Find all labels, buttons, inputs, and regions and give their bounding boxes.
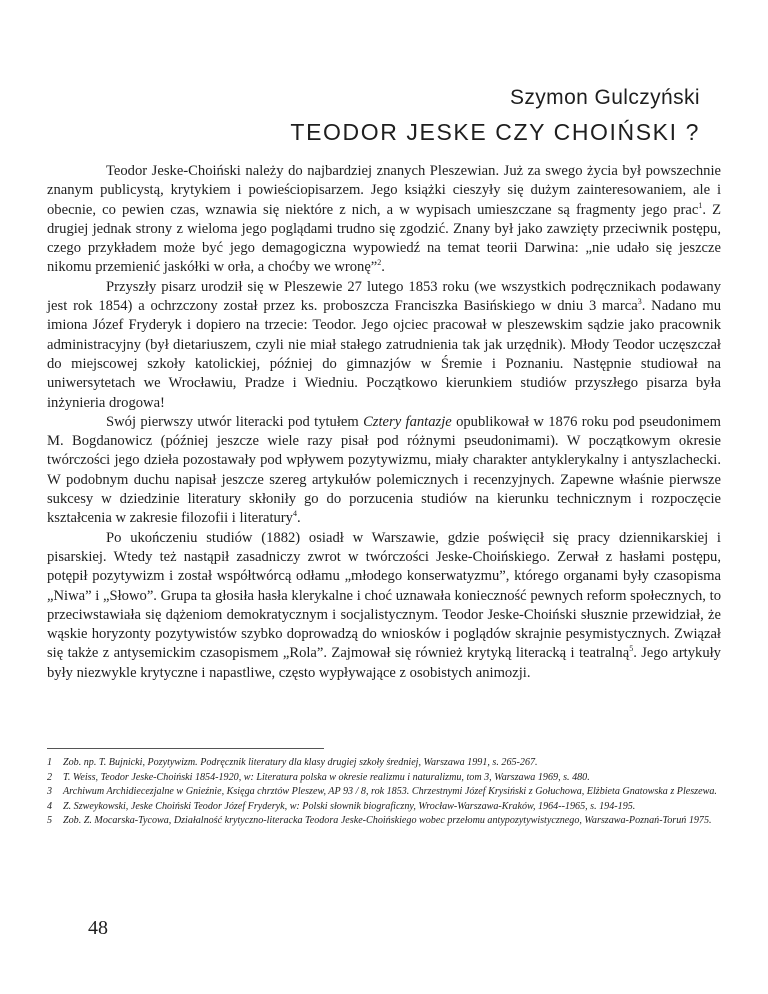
paragraph-text: . Z drugiej jednak strony z wieloma jego poglądami trudno się zgodzić. Znany był jako zawzięty przeciwnik postępu, czego przykładem może być jego demagogiczna wypowiedź na temat teorii Darwina: „nie udało się jeszcze nikomu przemienić jaskółki w orła, a choćby we wronę” (47, 201, 721, 276)
footnote-number: 4 (47, 800, 53, 812)
footnote-ref: 4 (292, 509, 297, 519)
footnote-ref: 5 (629, 644, 634, 654)
article-title: TEODOR JESKE CZY CHOIŃSKI ? (290, 119, 700, 145)
paragraph-text: opublikował w 1876 roku pod pseudonimem M. Bogdanowicz (później jeszcze wiele razy pisał pod różnymi pseudonimami). W początkowym okresie twórczości jego dzieła pozostawały pod wpływem pozytywizmu, miały charakter antyklerykalny i antyszlachecki. W podobnym duchu napisał jeszcze szereg artykułów polemicznych i recenzyjnych. Zapewne właśnie pierwsze sukcesy w dziedzinie literatury skłoniły go do porzucenia studiów na kierunku technicznym i rozpoczęcie kształcenia w zakresie filozofii i literatury (47, 413, 721, 527)
footnote-number: 3 (47, 786, 53, 797)
article-body (47, 162, 721, 683)
footnote-ref: 1 (698, 200, 703, 210)
footnote-item (47, 785, 721, 800)
paragraph-text: . (296, 510, 301, 527)
paragraph-2 (47, 278, 721, 413)
footnote-item (47, 814, 721, 829)
footnote-number: 1 (47, 757, 53, 768)
work-title: Cztery fantazje (363, 413, 452, 430)
footnotes-list (47, 756, 721, 829)
footnote-text: Zob. Z. Mocarska-Tycowa, Działalność krytyczno-literacka Teodora Jeske-Choińskiego wobec przełomu antypozytywistycznego, Warszawa-Poznań-Toruń 1975. (63, 815, 712, 826)
footnote-item (47, 771, 721, 786)
paragraph-text: Przyszły pisarz urodził się w Pleszewie 27 lutego 1853 roku (we wszystkich podręcznikach podawany jest rok 1854) a ochrzczony został przez ks. proboszcza Franciszka Basińskiego w dniu 3 marca (47, 278, 721, 315)
paragraph-text: . (381, 259, 385, 276)
footnote-text: Z. Szweykowski, Jeske Choiński Teodor Józef Fryderyk, w: Polski słownik biograficzny, Wrocław-Warszawa-Kraków, 1964--1965, s. 194-195. (63, 800, 636, 812)
footnote-text: Archiwum Archidiecezjalne w Gnieźnie, Księga chrztów Pleszew, AP 93 / 8, rok 1853. Chrzestnymi Józef Krysiński z Gołuchowa, Elżbieta Gnatowska z Pleszewa. (63, 786, 717, 797)
paragraph-1 (47, 162, 721, 278)
footnote-divider (47, 748, 324, 749)
paragraph-text: Swój pierwszy utwór literacki pod tytułem (106, 413, 364, 430)
paragraph-text: Teodor Jeske-Choiński należy do najbardziej znanych Pleszewian. Już za swego życia był powszechnie znanym publicystą, krytykiem i powieściopisarzem. Jego książki cieszyły się dużym zainteresowaniem, ale i obecnie, co pewien czas, wznawia się niektóre z nich, a w wypisach umieszczane są fragmenty jego prac (47, 163, 721, 218)
article-author: Szymon Gulczyński (509, 86, 700, 109)
footnote-text: T. Weiss, Teodor Jeske-Choiński 1854-1920, w: Literatura polska w okresie realizmu i naturalizmu, tom 3, Warszawa 1969, s. 480. (63, 771, 590, 783)
footnote-ref: 3 (637, 297, 642, 307)
footnote-number: 2 (47, 771, 53, 783)
paragraph-4 (47, 529, 721, 683)
page-number: 48 (88, 917, 108, 939)
paragraph-text: . Jego artykuły były niezwykle krytyczne i napastliwe, często wypływające z osobistych animozji. (47, 645, 721, 681)
paragraph-text: Po ukończeniu studiów (1882) osiadł w Warszawie, gdzie poświęcił się pracy dziennikarskiej i pisarskiej. Wtedy też nastąpił zasadniczy zwrot w twórczości Jeske-Choińskiego. Zerwał z hasłami postępu, potępił pozytywizm i został współtwórcą odłamu „młodego konserwatyzmu”, którego organami były czasopisma „Niwa” i „Słowo”. Grupa ta głosiła hasła klerykalne i choć uznawała konieczność pewnych reform społecznych, to przeciwstawiała się dążeniom demokratycznym i socjalistycznym. Teodor Jeske-Choiński słusznie przewidział, że wąskie horyzonty pozytywistów szybko doprowadzą do wniosków i poglądów skrajnie pesymistycznych. Związał się także z antysemickim czasopismem „Rola”. Zajmował się również krytyką literacką i teatralną (47, 529, 721, 662)
footnote-text: Zob. np. T. Bujnicki, Pozytywizm. Podręcznik literatury dla klasy drugiej szkoły średniej, Warszawa 1991, s. 265-267. (63, 757, 538, 768)
paragraph-text: . Nadano mu imiona Józef Fryderyk i dopiero na trzecie: Teodor. Jego ojciec pracował w pleszewskim sądzie jako pracownik administracyjny (był dietariuszem, czyli nie miał stałego zatrudnienia tak jak urzędnik). Młody Teodor uczęszczał do miejscowej szkoły katolickiej, później do gimnazjów w Śremie i Poznaniu. Następnie studiował na uniwersytetach we Wrocławiu, Pradze i Wiedniu. Początkowo kierunkiem studiów przyszłego pisarza była inżynieria drogowa! (47, 298, 722, 411)
footnote-item (47, 756, 721, 771)
footnote-item (47, 800, 721, 815)
footnote-number: 5 (47, 815, 53, 826)
paragraph-3 (47, 413, 721, 529)
footnote-ref: 2 (377, 258, 382, 268)
